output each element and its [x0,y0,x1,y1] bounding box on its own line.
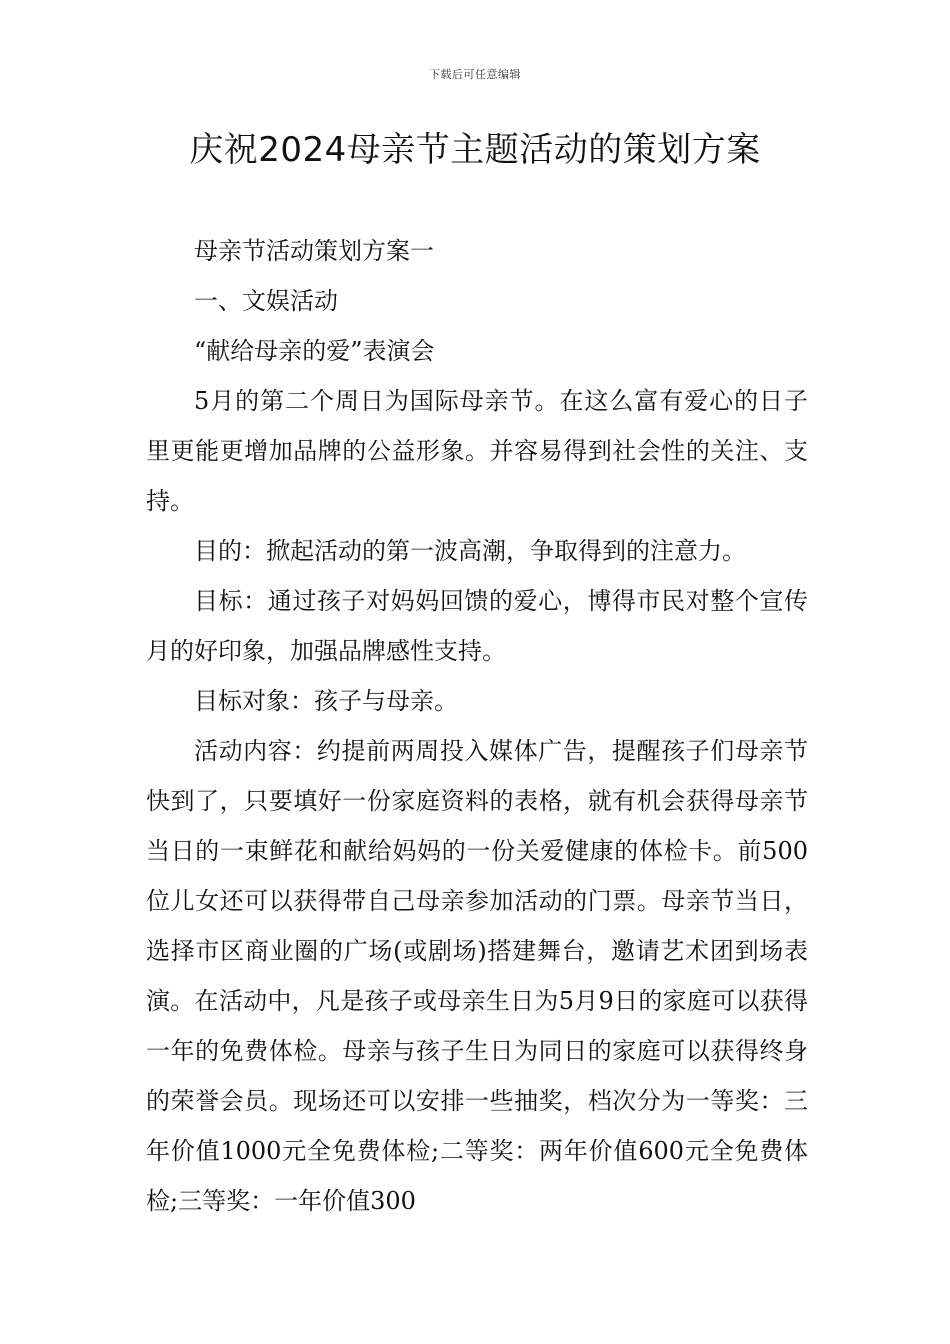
paragraph-purpose: 目的：掀起活动的第一波高潮，争取得到的注意力。 [194,537,746,565]
header-note: 下载后可任意编辑 [429,68,521,81]
paragraph-section-heading: 一、文娱活动 [194,287,338,315]
paragraph-event-name: “献给母亲的爱”表演会 [194,337,435,365]
paragraph-audience: 目标对象：孩子与母亲。 [194,687,458,715]
paragraph-goal: 目标：通过孩子对妈妈回馈的爱心，博得市民对整个宣传月的好印象，加强品牌感性支持。 [146,587,808,665]
document-title: 庆祝2024母亲节主题活动的策划方案 [189,130,761,170]
paragraph-content: 活动内容：约提前两周投入媒体广告，提醒孩子们母亲节快到了，只要填好一份家庭资料的表格，就有机会获得母亲节当日的一束鲜花和献给妈妈的一份关爱健康的体检卡。前500位儿女还可以获得带自己母亲参加活动的门票。母亲节当日，选择市区商业圈的广场(或剧场)搭建舞台，邀请艺术团到场表演。在活动中，凡是孩子或母亲生日为5月9日的家庭可以获得一年的免费体检。母亲与孩子生日为同日的家庭可以获得终身的荣誉会员。现场还可以安排一些抽奖，档次分为一等奖：三年价值1000元全免费体检;二等奖：两年价值600元全免费体检;三等奖：一年价值300 [146,737,808,1215]
document-body [146,226,808,1226]
paragraph-plan-heading: 母亲节活动策划方案一 [194,237,434,265]
paragraph-intro: 5月的第二个周日为国际母亲节。在这么富有爱心的日子里更能更增加品牌的公益形象。并容易得到社会性的关注、支持。 [146,387,808,515]
